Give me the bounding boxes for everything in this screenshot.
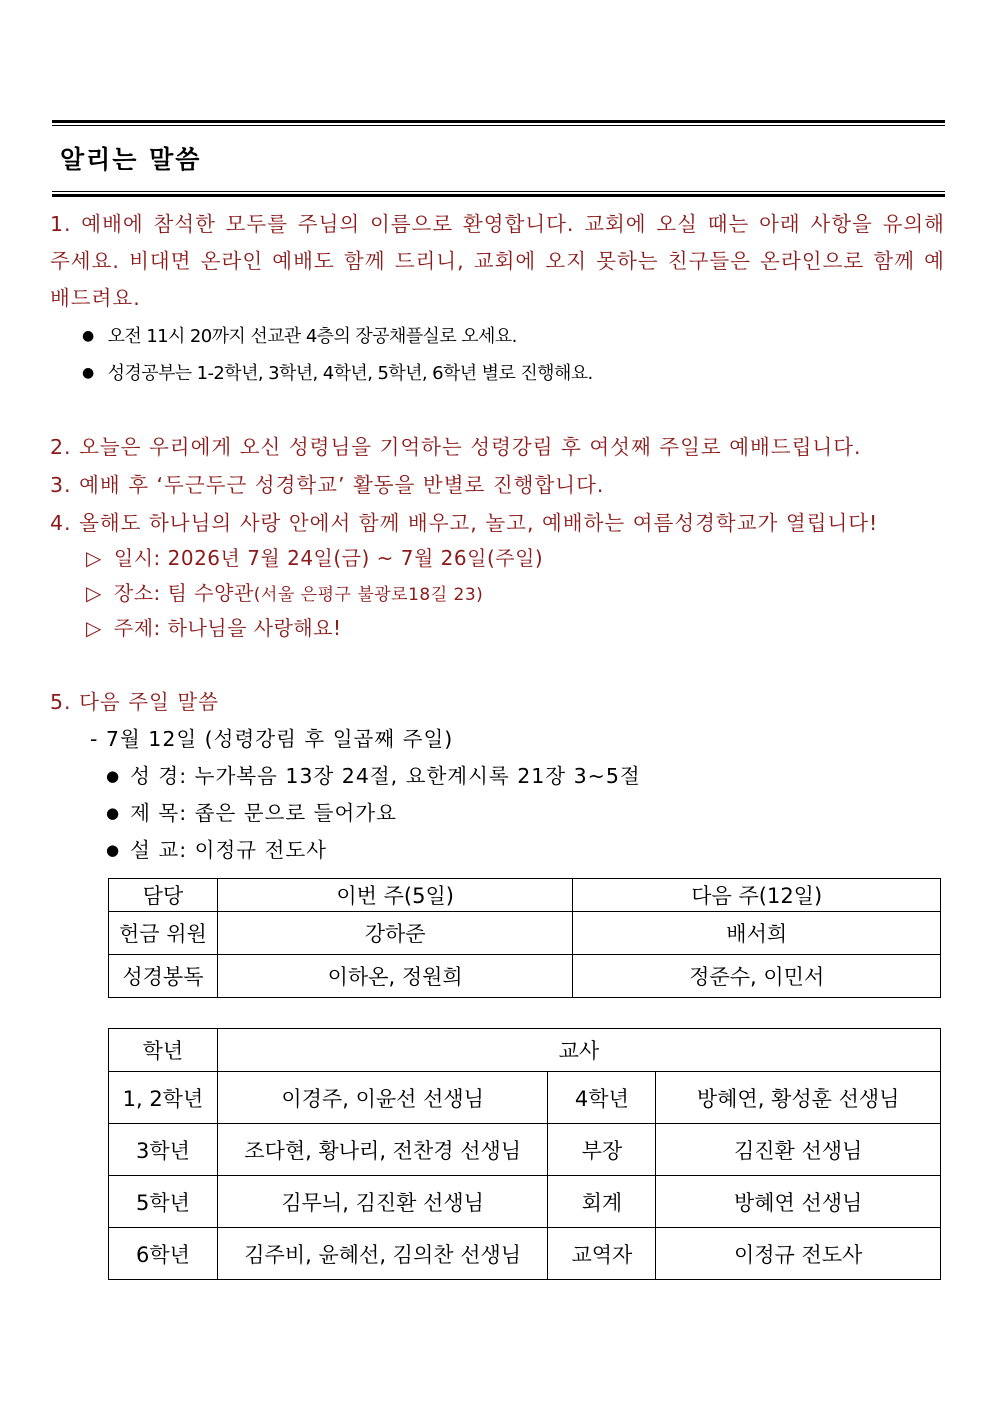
announcement-1-bullet-1: ● 오전 11시 20까지 선교관 4층의 장공채플실로 오세요. bbox=[82, 322, 517, 348]
announcement-4: 4. 올해도 하나님의 사랑 안에서 함께 배우고, 놀고, 예배하는 여름성경학교가 열립니다! bbox=[50, 511, 879, 535]
header-rule-top bbox=[52, 120, 945, 126]
camp-date-text: 일시: 2026년 7월 24일(금) ~ 7월 26일(주일) bbox=[113, 546, 544, 570]
announcement-1: 1. 예배에 참석한 모두를 주님의 이름으로 환영합니다. 교회에 오실 때는 아래 사항을 유의해 주세요. 비대면 온라인 예배도 함께 드리니, 교회에 오지 못하는 친구들은 온라인으로 함께 예배드려요. bbox=[50, 212, 945, 310]
table-cell: 배서희 bbox=[573, 912, 941, 955]
table-cell: 3학년 bbox=[109, 1124, 218, 1176]
table-cell: 강하준 bbox=[217, 912, 573, 955]
table-cell: 조다현, 황나리, 전찬경 선생님 bbox=[217, 1124, 548, 1176]
arrow-icon: ▷ bbox=[86, 546, 102, 570]
arrow-icon: ▷ bbox=[86, 616, 102, 640]
camp-date bbox=[86, 542, 543, 571]
teacher-table bbox=[108, 1028, 941, 1280]
table-cell: 5학년 bbox=[109, 1176, 218, 1228]
table-row bbox=[109, 955, 941, 998]
table-header-cell: 다음 주(12일) bbox=[573, 879, 941, 912]
table-cell: 김진환 선생님 bbox=[656, 1124, 941, 1176]
table-cell: 방혜연 선생님 bbox=[656, 1176, 941, 1228]
table-cell: 방혜연, 황성훈 선생님 bbox=[656, 1072, 941, 1124]
table-cell: 회계 bbox=[548, 1176, 656, 1228]
table-cell: 이경주, 이윤선 선생님 bbox=[217, 1072, 548, 1124]
next-sermon-title: ● 제 목: 좁은 문으로 들어가요 bbox=[106, 796, 397, 826]
table-header-cell: 이번 주(5일) bbox=[217, 879, 573, 912]
header-rule-bottom bbox=[52, 191, 945, 197]
next-scripture: ● 성 경: 누가복음 13장 24절, 요한계시록 21장 3~5절 bbox=[106, 759, 641, 789]
camp-place-detail: (서울 은평구 불광로18길 23) bbox=[253, 585, 484, 605]
next-sunday-date: - 7월 12일 (성령강림 후 일곱째 주일) bbox=[90, 727, 454, 751]
table-row bbox=[109, 912, 941, 955]
announcement-2: 2. 오늘은 우리에게 오신 성령님을 기억하는 성령강림 후 여섯째 주일로 예배드립니다. bbox=[50, 435, 862, 459]
table-cell: 김주비, 윤혜선, 김의찬 선생님 bbox=[217, 1228, 548, 1280]
next-preacher: ● 설 교: 이정규 전도사 bbox=[106, 833, 327, 863]
camp-theme bbox=[86, 612, 342, 641]
announcement-5-heading: 5. 다음 주일 말씀 bbox=[50, 690, 219, 714]
table-row bbox=[109, 1029, 941, 1072]
page-title: 알리는 말씀 bbox=[60, 145, 202, 174]
arrow-icon: ▷ bbox=[86, 581, 102, 605]
table-cell: 헌금 위원 bbox=[109, 912, 218, 955]
camp-place-label: 장소: 팀 수양관 bbox=[113, 581, 254, 605]
table-row bbox=[109, 1124, 941, 1176]
table-header-cell: 담당 bbox=[109, 879, 218, 912]
announcement-1-bullet-2: ● 성경공부는 1-2학년, 3학년, 4학년, 5학년, 6학년 별로 진행해요. bbox=[82, 359, 593, 385]
table-cell: 김무늬, 김진환 선생님 bbox=[217, 1176, 548, 1228]
table-cell: 이하온, 정원희 bbox=[217, 955, 573, 998]
table-row bbox=[109, 1072, 941, 1124]
table-cell: 정준수, 이민서 bbox=[573, 955, 941, 998]
table-cell: 성경봉독 bbox=[109, 955, 218, 998]
table-cell: 부장 bbox=[548, 1124, 656, 1176]
table-header-cell: 학년 bbox=[109, 1029, 218, 1072]
camp-theme-text: 주제: 하나님을 사랑해요! bbox=[113, 616, 342, 640]
table-header-cell: 교사 bbox=[217, 1029, 940, 1072]
duty-table bbox=[108, 878, 941, 998]
table-row bbox=[109, 1176, 941, 1228]
announcement-3: 3. 예배 후 ‘두근두근 성경학교’ 활동을 반별로 진행합니다. bbox=[50, 473, 605, 497]
table-cell: 4학년 bbox=[548, 1072, 656, 1124]
table-row bbox=[109, 879, 941, 912]
table-row bbox=[109, 1228, 941, 1280]
table-cell: 1, 2학년 bbox=[109, 1072, 218, 1124]
table-cell: 6학년 bbox=[109, 1228, 218, 1280]
table-cell: 교역자 bbox=[548, 1228, 656, 1280]
camp-place bbox=[86, 577, 483, 606]
table-cell: 이정규 전도사 bbox=[656, 1228, 941, 1280]
